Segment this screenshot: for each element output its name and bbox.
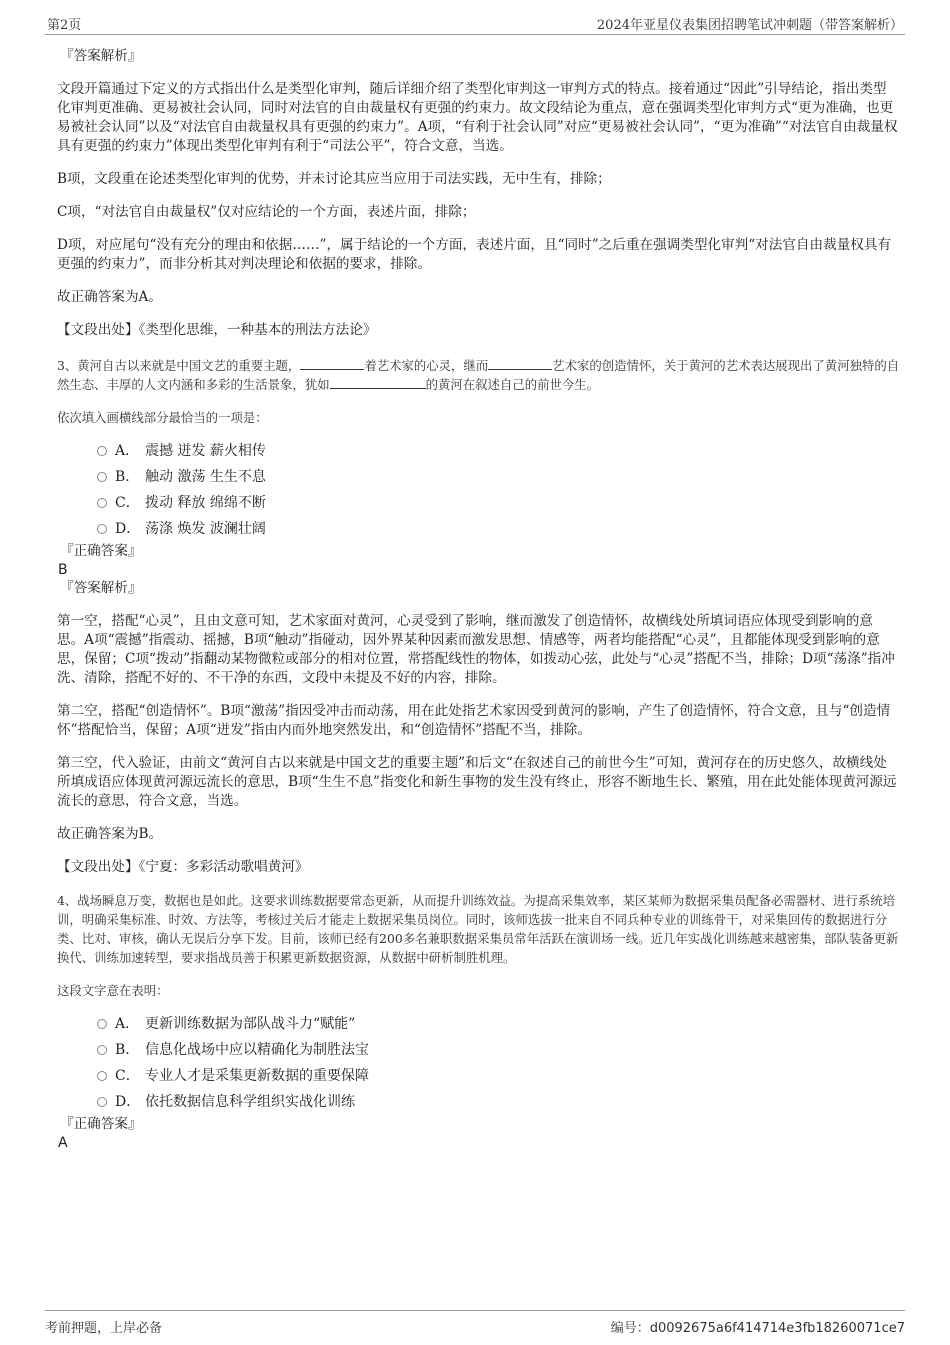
fill-blank	[488, 356, 552, 370]
option-a[interactable]: A． 更新训练数据为部队战斗力“赋能”	[97, 1011, 900, 1037]
radio-icon[interactable]	[97, 1097, 107, 1107]
analysis-paragraph: 第二空，搭配“创造情怀”。B项“激荡”指因受冲击而动荡，用在此处指艺术家因受到黄河的影响，产生了创造情怀，符合文意，且与“创造情怀”搭配恰当，保留；A项“迸发”指由内而外地突然发出，和“创造情怀”搭配不当，排除。	[57, 703, 891, 738]
analysis-paragraph: D项，对应尾句“没有充分的理由和依据……”，属于结论的一个方面，表述片面，且“同时”之后重在强调类型化审判“对法官自由裁量权具有更强的约束力”，而非分析其对判决理论和依据的要求，排除。	[57, 237, 892, 272]
page-number: 第2页	[47, 18, 82, 33]
question-stem: 3、黄河自古以来就是中国文艺的重要主题， 着艺术家的心灵，继而 艺术家的创造情怀，关于黄河的艺术表达展现出了黄河独特的自然生态、丰厚的人文内涵和多彩的生活景象，犹如 的黄河在叙述自己的前世今生。	[57, 358, 900, 392]
question-prompt: 这段文字意在表明：	[57, 983, 169, 998]
radio-icon[interactable]	[97, 472, 107, 482]
analysis-paragraph: 第三空，代入验证，由前文“黄河自古以来就是中国文艺的重要主题”和后文“在叙述自己的前世今生”可知，黄河存在的历史悠久，故横线处所填成语应体现黄河源远流长的意思，B项“生生不息”指变化和新生事物的发生没有终止，形容不断地生长、繁殖，用在此处能体现黄河源远流长的意思，符合文意，当选。	[57, 755, 897, 809]
answer-conclusion: 故正确答案为B。	[57, 826, 163, 842]
radio-icon[interactable]	[97, 1071, 107, 1081]
analysis-tag: 『答案解析』	[60, 580, 142, 596]
option-c[interactable]: C． 专业人才是采集更新数据的重要保障	[97, 1063, 900, 1089]
correct-answer: A	[58, 1135, 68, 1151]
analysis-paragraph: C项，“对法官自由裁量权”仅对应结论的一个方面，表述片面，排除；	[57, 204, 476, 220]
option-list	[97, 438, 900, 542]
page-footer	[45, 1310, 905, 1336]
fill-blank	[330, 375, 426, 389]
correct-answer: B	[58, 562, 68, 578]
option-a[interactable]: A． 震撼 迸发 薪火相传	[97, 438, 900, 464]
radio-icon[interactable]	[97, 1019, 107, 1029]
analysis-tag: 『答案解析』	[60, 48, 142, 64]
option-b[interactable]: B． 触动 激荡 生生不息	[97, 464, 900, 490]
radio-icon[interactable]	[97, 1045, 107, 1055]
analysis-paragraph: B项，文段重在论述类型化审判的优势，并未讨论其应当应用于司法实践，无中生有，排除；	[57, 171, 611, 187]
option-c[interactable]: C． 拨动 释放 绵绵不断	[97, 490, 900, 516]
analysis-paragraph: 第一空，搭配“心灵”，且由文意可知，艺术家面对黄河，心灵受到了影响，继而激发了创造情怀，故横线处所填词语应体现受到影响的意思。A项“震撼”指震动、摇撼，B项“触动”指碰动，因外界某种因素而激发思想、情感等，两者均能搭配“心灵”，且都能体现受到影响的意思，保留；C项“拨动”指翻动某物微粒或部分的相对位置，常搭配线性的物体，如拨动心弦，此处与“心灵”搭配不当，排除；D项“荡涤”指冲洗、清除，搭配不好的、不干净的东西，文段中未提及不好的内容，排除。	[57, 613, 895, 686]
source-citation: 【文段出处】《宁夏：多彩活动歌唱黄河》	[57, 859, 309, 875]
fill-blank	[300, 356, 364, 370]
correct-answer-tag: 『正确答案』	[60, 543, 142, 559]
question-prompt: 依次填入画横线部分最恰当的一项是：	[57, 410, 268, 425]
radio-icon[interactable]	[97, 498, 107, 508]
page-header	[45, 12, 905, 35]
question-stem: 4、战场瞬息万变，数据也是如此。这要求训练数据要常态更新，从而提升训练效益。为提高采集效率，某区某师为数据采集员配备必需器材、进行系统培训，明确采集标准、时效、方法等，考核过关后才能走上数据采集员岗位。同时，该师选拔一批来自不同兵种专业的训练骨干，对采集回传的数据进行分类、比对、审核，确认无误后分享下发。目前，该师已经有200多名兼职数据采集员常年活跃在演训场一线。近几年实战化训练越来越密集，部队装备更新换代、训练加速转型，要求指战员善于积累更新数据资源，从数据中研析制胜机理。	[57, 893, 899, 965]
main-content	[57, 47, 900, 1152]
option-b[interactable]: B． 信息化战场中应以精确化为制胜法宝	[97, 1037, 900, 1063]
document-title: 2024年亚星仪表集团招聘笔试冲刺题（带答案解析）	[596, 18, 903, 33]
radio-icon[interactable]	[97, 524, 107, 534]
radio-icon[interactable]	[97, 446, 107, 456]
answer-conclusion: 故正确答案为A。	[57, 289, 162, 305]
analysis-paragraph: 文段开篇通过下定义的方式指出什么是类型化审判，随后详细介绍了类型化审判这一审判方式的特点。接着通过“因此”引导结论，指出类型化审判更准确、更易被社会认同，同时对法官的自由裁量权有更强的约束力。故文段结论为重点，意在强调类型化审判方式“更为准确，也更易被社会认同”以及“对法官自由裁量权具有更强的约束力”。A项，“有利于社会认同”对应“更易被社会认同”，“更为准确”“对法官自由裁量权具有更强的约束力”体现出类型化审判有利于“司法公平”，符合文意，当选。	[57, 81, 898, 154]
option-d[interactable]: D． 荡涤 焕发 波澜壮阔	[97, 516, 900, 542]
source-citation: 【文段出处】《类型化思维，一种基本的刑法方法论》	[57, 322, 377, 338]
correct-answer-tag: 『正确答案』	[60, 1116, 142, 1132]
option-d[interactable]: D． 依托数据信息科学组织实战化训练	[97, 1089, 900, 1115]
document-code: 编号：d0092675a6f414714e3fb18260071ce7	[610, 1321, 905, 1336]
option-list	[97, 1011, 900, 1115]
footer-slogan: 考前押题，上岸必备	[45, 1321, 163, 1336]
